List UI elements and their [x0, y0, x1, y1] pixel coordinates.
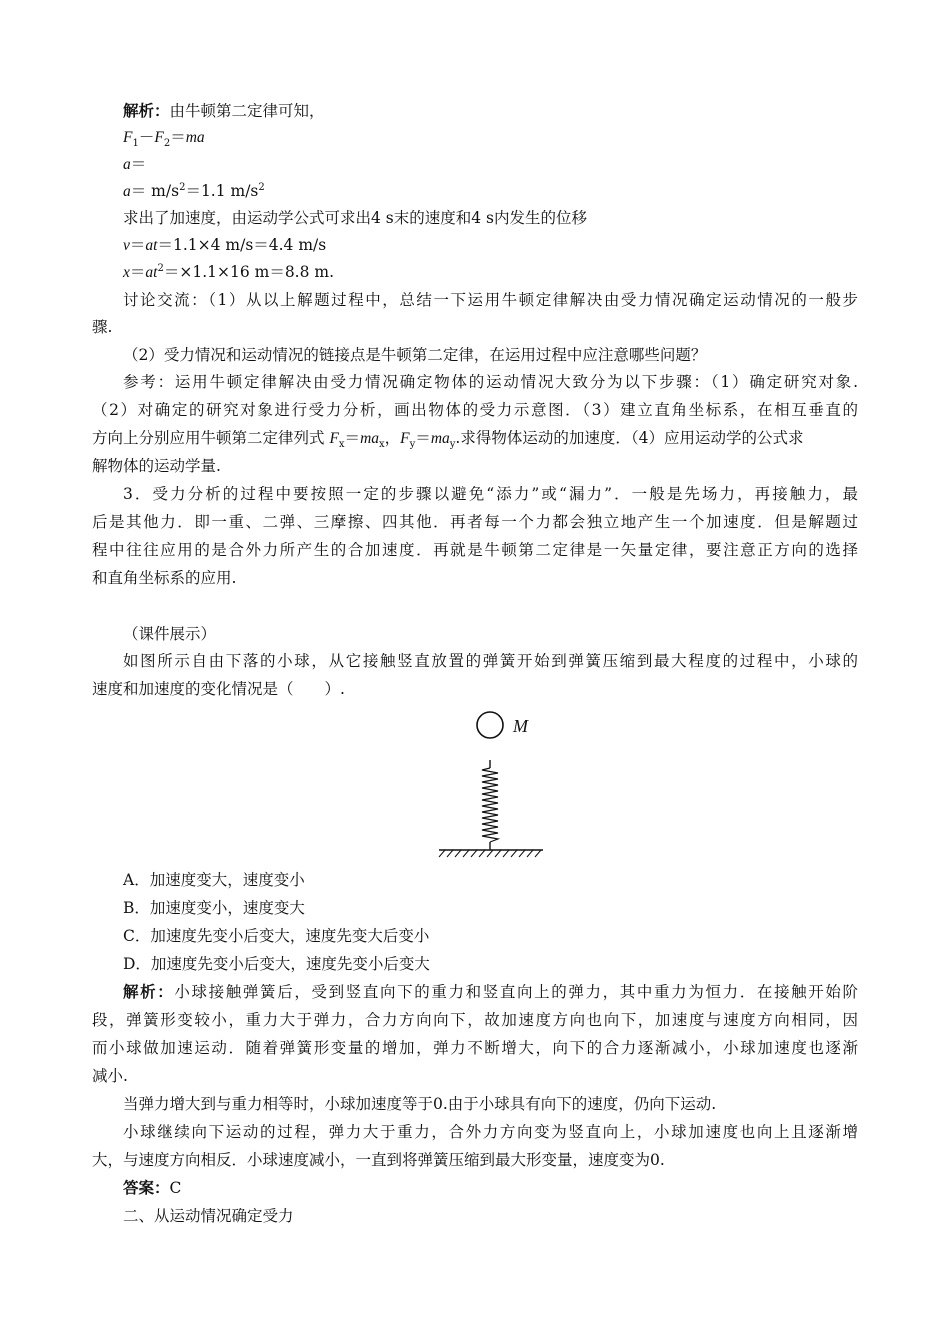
- reference-line-4: 解物体的运动学量.: [92, 457, 221, 475]
- equation-acceleration-formula: a＝: [123, 155, 147, 173]
- discussion-line-2: （2）受力情况和运动情况的链接点是牛顿第二定律，在运用过程中应注意哪些问题？: [123, 346, 707, 364]
- analysis2-line-1: 解析：小球接触弹簧后，受到竖直向下的重力和竖直向上的弹力，其中重力为恒力．在接触开始阶: [123, 982, 858, 1001]
- equation-acceleration-value: $a= m/s^2=1.1$ $m/s^2$: [123, 181, 265, 200]
- ground: [439, 850, 543, 857]
- analysis2-label: 解析：: [123, 982, 175, 1001]
- analysis2-paragraph-3-line-2: 大，与速度方向相反．小球速度减小，一直到将弹簧压缩到最大形变量，速度变为0.: [92, 1151, 665, 1169]
- option-c: C．加速度先变小后变大，速度先变大后变小: [123, 927, 430, 945]
- ball-circle: [477, 712, 503, 738]
- section-2-heading: 二、从运动情况确定受力: [123, 1207, 294, 1225]
- option-a: A．加速度变大，速度变小: [123, 871, 305, 889]
- analysis-text-kinematics: 求出了加速度，由运动学公式可求出4 s末的速度和4 s内发生的位移: [123, 209, 587, 227]
- question-line-2: 速度和加速度的变化情况是（ ）.: [92, 680, 345, 698]
- discussion-line-1-cont: 骤.: [92, 318, 113, 336]
- equation-newton-second-law: $F_1-F_2=ma$: [123, 128, 205, 150]
- analysis2-paragraph-3-line-1: 小球继续向下运动的过程，弹力大于重力，合外力方向变为竖直向上，小球加速度也向上且逐渐增: [123, 1123, 858, 1141]
- ball-spring-figure: [430, 706, 550, 858]
- point3-line-1: 3．受力分析的过程中要按照一定的步骤以避免“添力”或“漏力”．一般是先场力，再接触力，最: [123, 485, 858, 503]
- equation-velocity: v＝at＝1.1×4 m/s＝4.4 m/s: [123, 236, 327, 254]
- discussion-line-1: 讨论交流：（1）从以上解题过程中，总结一下运用牛顿定律解决由受力情况确定运动情况的一般步: [123, 291, 858, 309]
- reference-line-1: 参考：运用牛顿定律解决由受力情况确定物体的运动情况大致分为以下步骤：（1）确定研究对象.: [123, 373, 858, 391]
- analysis2-line-3: 而小球做加速运动．随着弹簧形变量的增加，弹力不断增大，向下的合力逐渐减小，小球加速度也逐渐: [92, 1039, 858, 1057]
- analysis-intro-text: 由牛顿第二定律可知，: [169, 102, 325, 120]
- option-d: D．加速度先变小后变大，速度先变小后变大: [123, 955, 430, 973]
- ball-label: M: [513, 716, 528, 736]
- analysis2-paragraph-2: 当弹力增大到与重力相等时，小球加速度等于0.由于小球具有向下的速度，仍向下运动.: [123, 1095, 717, 1113]
- question-line-1: 如图所示自由下落的小球，从它接触竖直放置的弹簧开始到弹簧压缩到最大程度的过程中，小球的: [123, 652, 858, 670]
- option-b: B．加速度变小，速度变大: [123, 899, 305, 917]
- analysis-label: 解析：: [123, 101, 170, 120]
- answer-value: C: [169, 1179, 182, 1197]
- point3-line-2: 后是其他力．即一重、二弹、三摩擦、四其他．再者每一个力都会独立地产生一个加速度．但是解题过: [92, 513, 858, 531]
- spring-coil: [482, 768, 498, 842]
- analysis2-line-4: 减小.: [92, 1067, 128, 1085]
- equation-displacement: $x=at^2=\times 1.1\times 16$ m＝8.8 m.: [123, 262, 335, 281]
- analysis-intro-line: [123, 100, 325, 122]
- reference-line-2: （2）对确定的研究对象进行受力分析，画出物体的受力示意图．（3）建立直角坐标系，在相互垂直的: [92, 401, 858, 419]
- point3-line-4: 和直角坐标系的应用.: [92, 569, 237, 587]
- analysis2-line-2: 段，弹簧形变较小，重力大于弹力，合力方向向下，故加速度方向也向下，加速度与速度方向相同，因: [92, 1011, 858, 1029]
- answer-label: 答案：: [123, 1178, 170, 1197]
- point3-line-3: 程中往往应用的是合外力所产生的合加速度．再就是牛顿第二定律是一矢量定律，要注意正方向的选择: [92, 541, 858, 559]
- courseware-heading: （课件展示）: [123, 625, 217, 643]
- answer-line: [123, 1177, 181, 1199]
- reference-line-3: 方向上分别应用牛顿第二定律列式 $F_x=ma_x$，$F_y=ma_y$.求得物体运动的加速度．（4）应用运动学的公式求: [92, 429, 804, 451]
